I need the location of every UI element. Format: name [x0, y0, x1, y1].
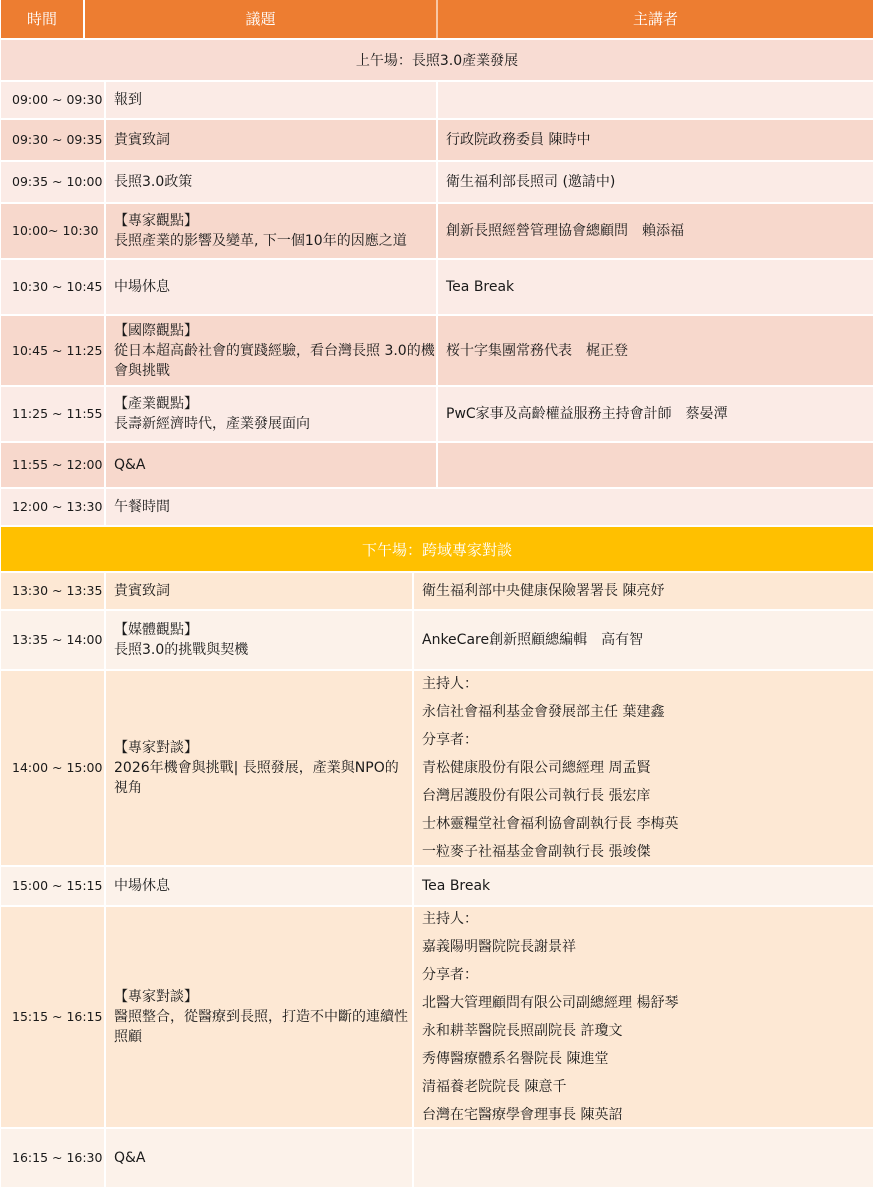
row-speaker	[438, 82, 873, 118]
row-topic: 貴賓致詞	[106, 573, 414, 609]
speaker-item: 嘉義陽明醫院院長謝景祥	[422, 939, 576, 955]
speaker-item: 台灣居護股份有限公司執行長 張宏庠	[422, 788, 651, 804]
speaker-item: 台灣在宅醫療學會理事長 陳英詔	[422, 1107, 623, 1123]
row-speaker	[438, 443, 873, 487]
row-time: 12:00 ~ 13:30	[1, 489, 106, 525]
row-time: 09:30 ~ 09:35	[1, 120, 106, 160]
row-topic	[106, 316, 438, 385]
topic-text: 從日本超高齡社會的實踐經驗，看台灣長照 3.0的機會與挑戰	[114, 342, 435, 379]
speaker-label: 分享者：	[422, 732, 478, 748]
speaker-label: 主持人：	[422, 676, 478, 692]
row-speaker	[414, 1129, 873, 1187]
speaker-item: 北醫大管理顧問有限公司副總經理 楊舒琴	[422, 995, 679, 1011]
row-speaker: 創新長照經營管理協會總顧問 賴添福	[446, 223, 684, 239]
table-row	[1, 387, 873, 443]
row-time: 10:45 ~ 11:25	[1, 316, 106, 385]
table-header	[1, 0, 873, 40]
row-time: 10:30 ~ 10:45	[1, 260, 106, 314]
header-speaker: 主講者	[632, 10, 678, 28]
header-topic: 議題	[85, 0, 438, 38]
topic-text: 長壽新經濟時代，產業發展面向	[114, 416, 310, 432]
row-time: 13:30 ~ 13:35	[1, 573, 106, 609]
agenda-table	[1, 0, 873, 1189]
row-time: 11:25 ~ 11:55	[1, 387, 106, 441]
row-speaker: Tea Break	[422, 878, 491, 894]
row-time: 15:15 ~ 16:15	[1, 907, 106, 1127]
row-time: 10:00~ 10:30	[1, 204, 106, 258]
row-time: 09:35 ~ 10:00	[1, 162, 106, 202]
row-time: 14:00 ~ 15:00	[1, 671, 106, 865]
topic-text: 醫照整合，從醫療到長照，打造不中斷的連續性照顧	[114, 1009, 408, 1045]
row-topic: 貴賓致詞	[106, 120, 438, 160]
row-topic: Q&A	[106, 1129, 414, 1187]
row-time: 09:00 ~ 09:30	[1, 82, 106, 118]
topic-text: 長照產業的影響及變革, 下一個10年的因應之道	[114, 233, 407, 249]
afternoon-session-title: 下午場：跨域專家對談	[1, 527, 873, 573]
row-speaker: 衛生福利部長照司 (邀請中)	[446, 174, 616, 190]
speaker-item: 永信社會福利基金會發展部主任 葉建鑫	[422, 704, 665, 720]
row-speaker: 衛生福利部中央健康保險署署長 陳亮妤	[422, 583, 665, 599]
speaker-item: 秀傳醫療體系名譽院長 陳進堂	[422, 1051, 609, 1067]
morning-session-title: 上午場：長照3.0產業發展	[1, 40, 873, 82]
table-row	[1, 120, 873, 162]
row-speaker: 桜十字集團常務代表 梶正登	[446, 342, 628, 359]
table-row	[1, 671, 873, 867]
row-topic: Q&A	[106, 443, 438, 487]
speaker-list	[414, 671, 873, 865]
speaker-item: 永和耕莘醫院長照副院長 許瓊文	[422, 1023, 623, 1039]
row-topic	[106, 907, 414, 1127]
table-row	[1, 162, 873, 204]
row-topic	[106, 387, 438, 441]
row-speaker: 行政院政務委員 陳時中	[446, 132, 591, 148]
table-row	[1, 204, 873, 260]
row-topic	[106, 204, 438, 258]
table-row	[1, 260, 873, 316]
row-time: 15:00 ~ 15:15	[1, 867, 106, 905]
row-topic: 報到	[106, 82, 438, 118]
table-row	[1, 907, 873, 1129]
row-topic: 中場休息	[106, 260, 438, 314]
speaker-label: 分享者：	[422, 967, 478, 983]
topic-tag: 【產業觀點】	[114, 396, 198, 412]
row-time: 11:55 ~ 12:00	[1, 443, 106, 487]
topic-text: 長照3.0的挑戰與契機	[114, 642, 249, 658]
row-speaker: AnkeCare創新照顧總編輯 高有智	[422, 632, 644, 648]
row-topic: 午餐時間	[114, 499, 170, 515]
table-row	[1, 611, 873, 671]
topic-tag: 【媒體觀點】	[114, 622, 198, 638]
speaker-list	[414, 907, 873, 1127]
speaker-item: 清福養老院院長 陳意千	[422, 1079, 567, 1095]
speaker-item: 一粒麥子社福基金會副執行長 張竣傑	[422, 844, 651, 860]
row-topic: 中場休息	[106, 867, 414, 905]
row-time: 13:35 ~ 14:00	[1, 611, 106, 669]
row-topic	[106, 671, 414, 865]
table-row	[1, 316, 873, 387]
row-topic	[106, 611, 414, 669]
row-time: 16:15 ~ 16:30	[1, 1129, 106, 1187]
speaker-item: 士林靈糧堂社會福利協會副執行長 李梅英	[422, 816, 679, 832]
row-speaker: PwC家事及高齡權益服務主持會計師 蔡晏潭	[446, 406, 728, 422]
table-row	[1, 82, 873, 120]
header-time: 時間	[1, 0, 85, 38]
topic-text: 2026年機會與挑戰| 長照發展，產業與NPO的視角	[114, 760, 399, 796]
topic-tag: 【國際觀點】	[114, 322, 198, 339]
topic-tag: 【專家觀點】	[114, 213, 198, 229]
table-row	[1, 443, 873, 489]
row-topic: 長照3.0政策	[106, 162, 438, 202]
topic-tag: 【專家對談】	[114, 989, 198, 1005]
table-row	[1, 1129, 873, 1189]
speaker-item: 青松健康股份有限公司總經理 周孟賢	[422, 760, 651, 776]
speaker-label: 主持人：	[422, 911, 478, 927]
table-row	[1, 573, 873, 611]
topic-tag: 【專家對談】	[114, 740, 198, 756]
table-row	[1, 489, 873, 527]
row-speaker: Tea Break	[446, 279, 515, 295]
table-row	[1, 867, 873, 907]
